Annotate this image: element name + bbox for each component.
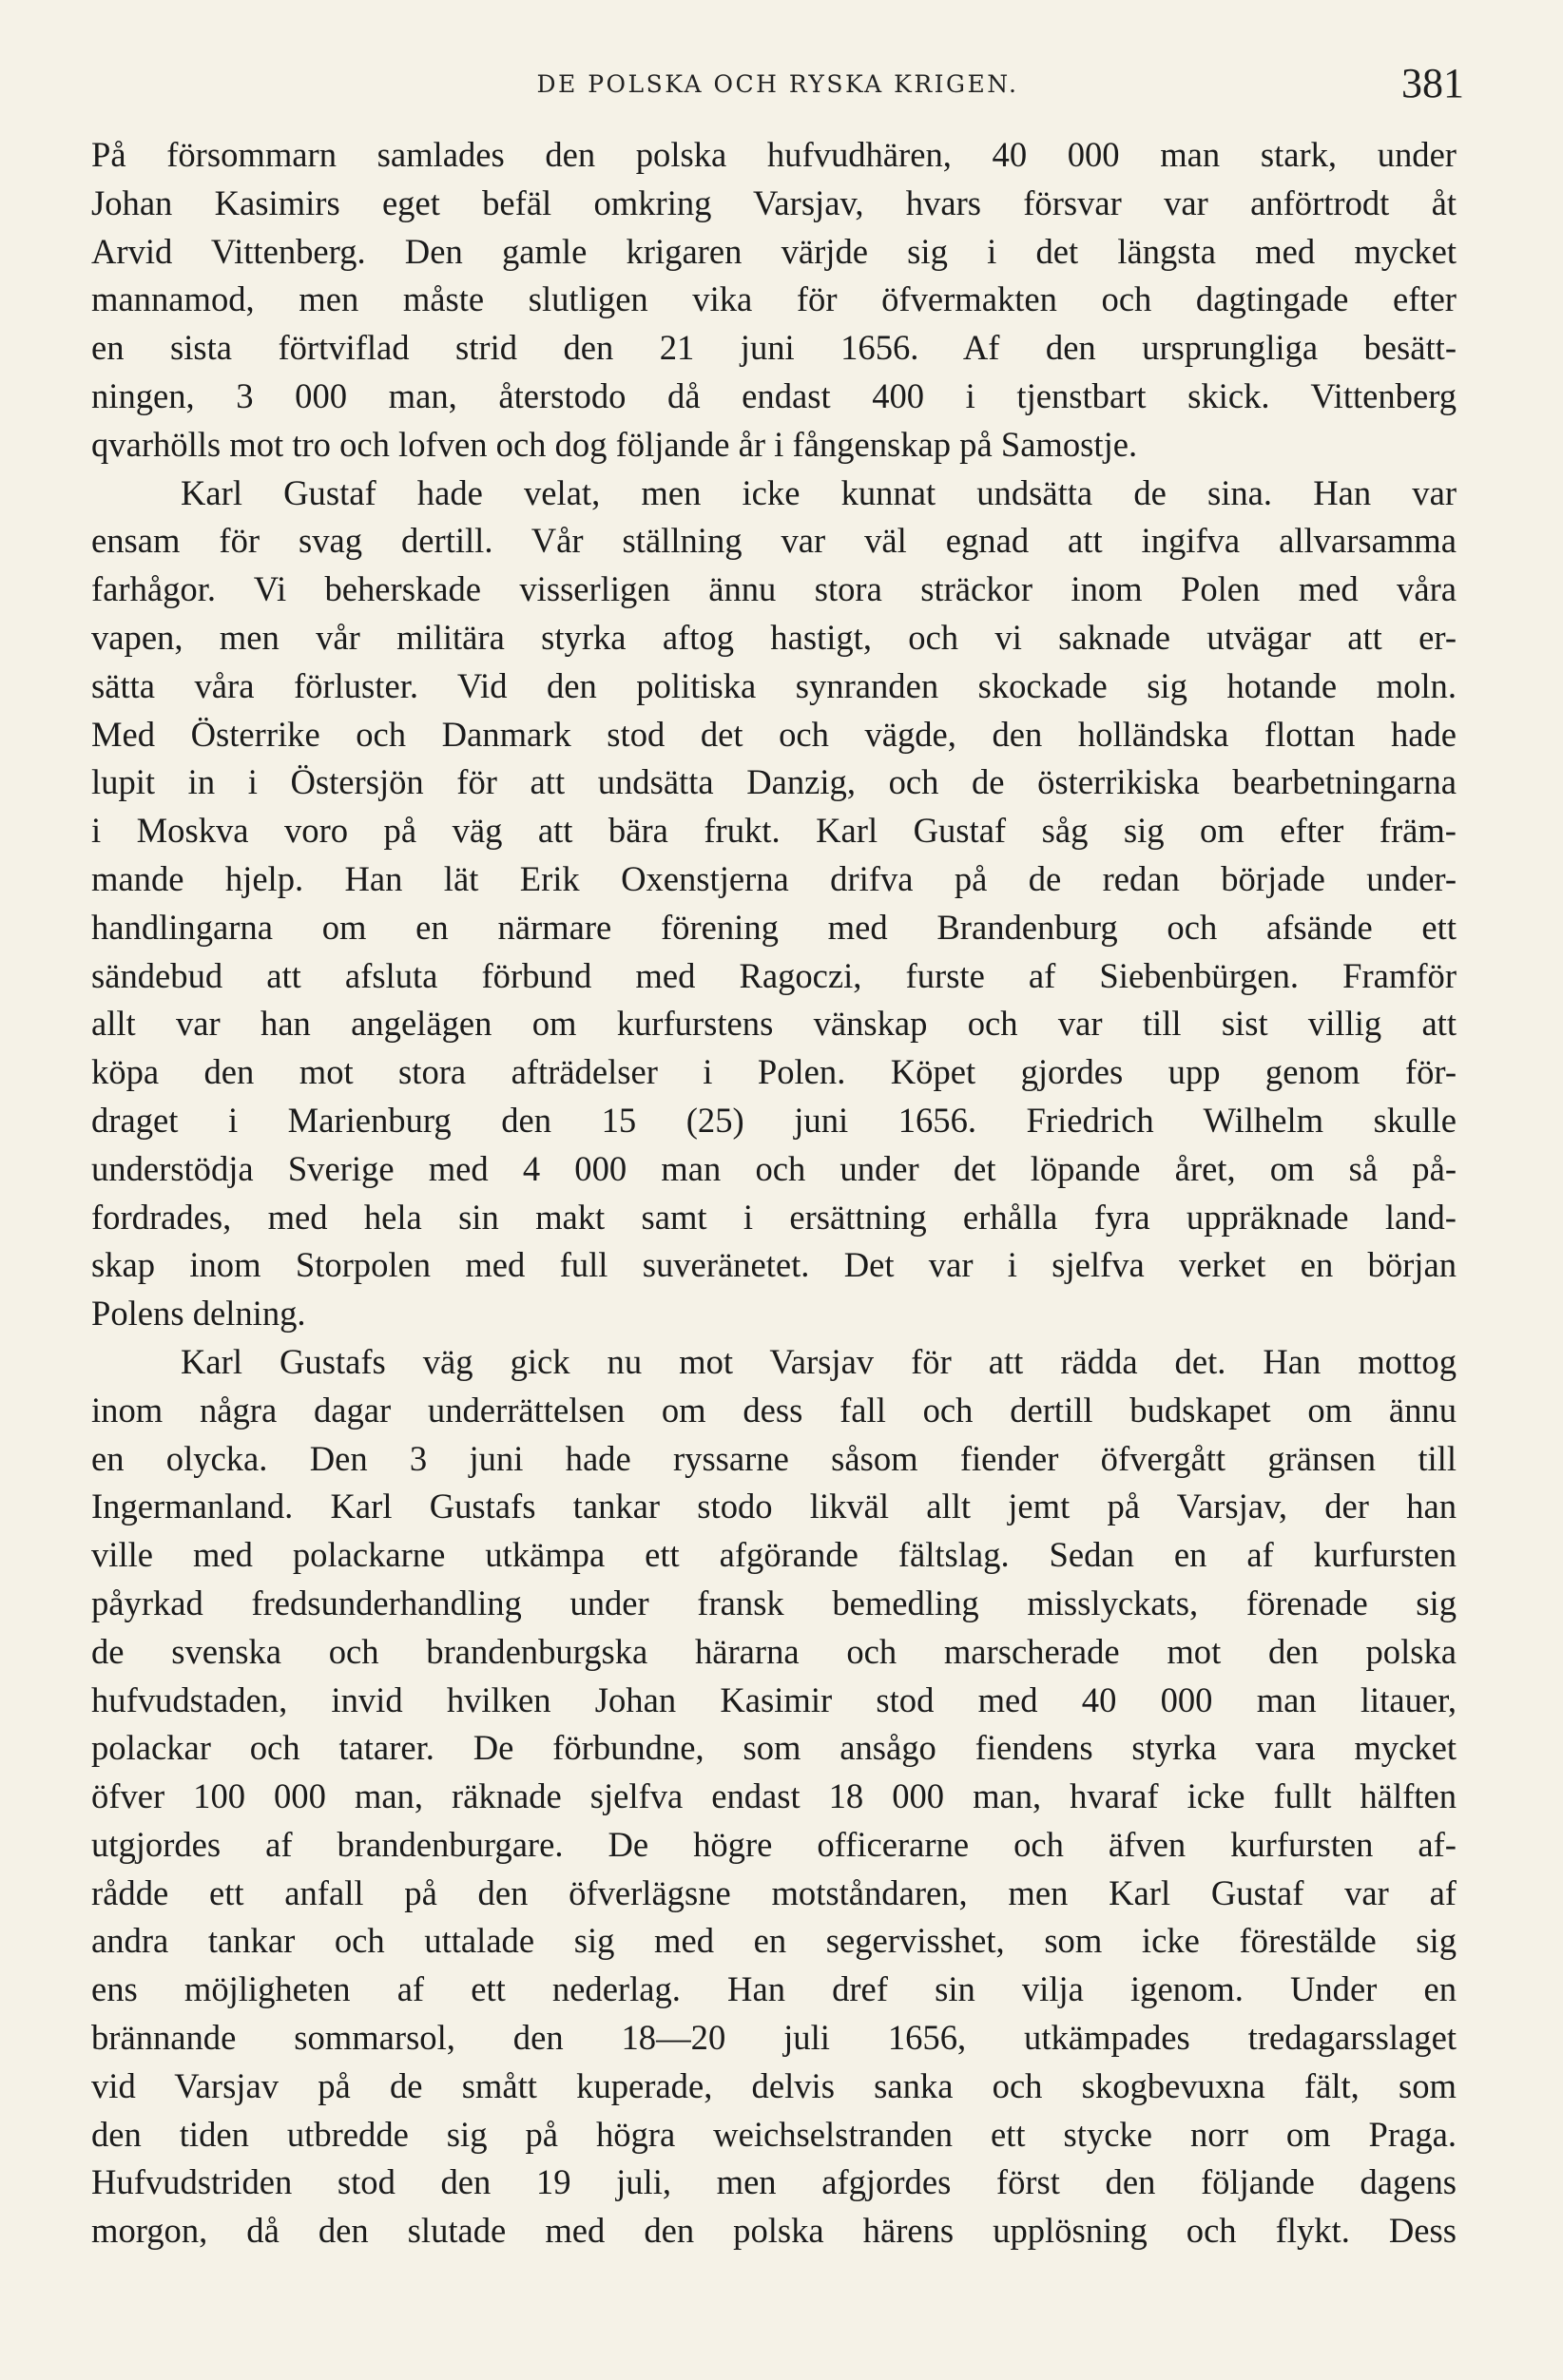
body-text	[91, 131, 1457, 2255]
running-title: DE POLSKA OCH RYSKA KRIGEN.	[536, 70, 1019, 98]
text-line: morgon, då den slutade med den polska härens upplösning och flykt. Dess	[91, 2211, 1457, 2251]
text-line: ningen, 3 000 man, återstodo då endast 400 i tjenstbart skick. Vittenberg	[91, 375, 1457, 415]
text-line: sätta våra förluster. Vid den politiska synranden skockade sig hotande moln.	[91, 665, 1457, 705]
text-line: ensam för svag dertill. Vår ställning var väl egnad att ingifva allvarsamma	[91, 521, 1457, 561]
text-line: rådde ett anfall på den öfverlägsne motståndaren, men Karl Gustaf var af	[91, 1872, 1457, 1912]
text-line: ens möjligheten af ett nederlag. Han dref sin vilja igenom. Under en	[91, 1969, 1457, 2009]
text-line: Karl Gustafs väg gick nu mot Varsjav för att rädda det. Han mottog	[181, 1341, 1457, 1381]
text-line: allt var han angelägen om kurfurstens vänskap och var till sist villig att	[91, 1004, 1457, 1044]
text-line: en sista förtviflad strid den 21 juni 1656. Af den ursprungliga besätt-	[91, 328, 1457, 368]
text-line: de svenska och brandenburgska härarna och marscherade mot den polska	[91, 1631, 1457, 1671]
page-number: 381	[1401, 60, 1464, 106]
text-line: Arvid Vittenberg. Den gamle krigaren värjde sig i det längsta med mycket	[91, 231, 1457, 271]
text-line: hufvudstaden, invid hvilken Johan Kasimir stod med 40 000 man litauer,	[91, 1679, 1457, 1719]
text-line: Johan Kasimirs eget befäl omkring Varsjav, hvars försvar var anförtrodt åt	[91, 182, 1457, 222]
running-head	[91, 59, 1464, 106]
text-line: köpa den mot stora afträdelser i Polen. Köpet gjordes upp genom för-	[91, 1052, 1457, 1092]
text-line: Med Österrike och Danmark stod det och vägde, den holländska flottan hade	[91, 714, 1457, 754]
text-line: inom några dagar underrättelsen om dess fall och dertill budskapet om ännu	[91, 1390, 1457, 1430]
text-line: På försommarn samlades den polska hufvudhären, 40 000 man stark, under	[91, 135, 1457, 174]
text-line: vapen, men vår militära styrka aftog hastigt, och vi saknade utvägar att er-	[91, 617, 1457, 657]
text-line: mannamod, men måste slutligen vika för öfvermakten och dagtingade efter	[91, 279, 1457, 319]
text-line: öfver 100 000 man, räknade sjelfva endast 18 000 man, hvaraf icke fullt hälften	[91, 1776, 1457, 1816]
text-line: understödja Sverige med 4 000 man och under det löpande året, om så på-	[91, 1148, 1457, 1188]
text-line: Ingermanland. Karl Gustafs tankar stodo likväl allt jemt på Varsjav, der han	[91, 1487, 1457, 1526]
text-line: qvarhölls mot tro och lofven och dog följande år i fångenskap på Samostje.	[91, 424, 1138, 464]
text-line: den tiden utbredde sig på högra weichselstranden ett stycke norr om Praga.	[91, 2114, 1457, 2154]
text-line: polackar och tatarer. De förbundne, som ansågo fiendens styrka vara mycket	[91, 1728, 1457, 1768]
text-line: påyrkad fredsunderhandling under fransk bemedling misslyckats, förenade sig	[91, 1583, 1457, 1622]
text-line: lupit in i Östersjön för att undsätta Danzig, och de österrikiska bearbetningarna	[91, 762, 1457, 802]
text-line: sändebud att afsluta förbund med Ragoczi, furste af Siebenbürgen. Framför	[91, 955, 1457, 995]
text-line: brännande sommarsol, den 18—20 juli 1656, utkämpades tredagarsslaget	[91, 2018, 1457, 2058]
text-line: fordrades, med hela sin makt samt i ersättning erhålla fyra uppräknade land-	[91, 1197, 1457, 1237]
text-line: Polens delning.	[91, 1294, 306, 1334]
text-line: vid Varsjav på de smått kuperade, delvis sanka och skogbevuxna fält, som	[91, 2065, 1457, 2105]
text-line: utgjordes af brandenburgare. De högre officerarne och äfven kurfursten af-	[91, 1824, 1457, 1864]
text-line: skap inom Storpolen med full suveränetet. Det var i sjelfva verket en början	[91, 1245, 1457, 1285]
text-line: ville med polackarne utkämpa ett afgörande fältslag. Sedan en af kurfursten	[91, 1535, 1457, 1575]
text-line: mande hjelp. Han lät Erik Oxenstjerna drifva på de redan började under-	[91, 858, 1457, 898]
text-line: Karl Gustaf hade velat, men icke kunnat undsätta de sina. Han var	[181, 472, 1457, 512]
text-line: draget i Marienburg den 15 (25) juni 1656. Friedrich Wilhelm skulle	[91, 1100, 1457, 1140]
text-line: Hufvudstriden stod den 19 juli, men afgjordes först den följande dagens	[91, 2162, 1457, 2202]
text-line: i Moskva voro på väg att bära frukt. Karl Gustaf såg sig om efter främ-	[91, 811, 1457, 851]
text-line: farhågor. Vi beherskade visserligen ännu stora sträckor inom Polen med våra	[91, 569, 1457, 609]
text-line: andra tankar och uttalade sig med en segervisshet, som icke förestälde sig	[91, 1921, 1457, 1961]
text-line: en olycka. Den 3 juni hade ryssarne såsom fiender öfvergått gränsen till	[91, 1438, 1457, 1478]
text-line: handlingarna om en närmare förening med Brandenburg och afsände ett	[91, 907, 1457, 947]
